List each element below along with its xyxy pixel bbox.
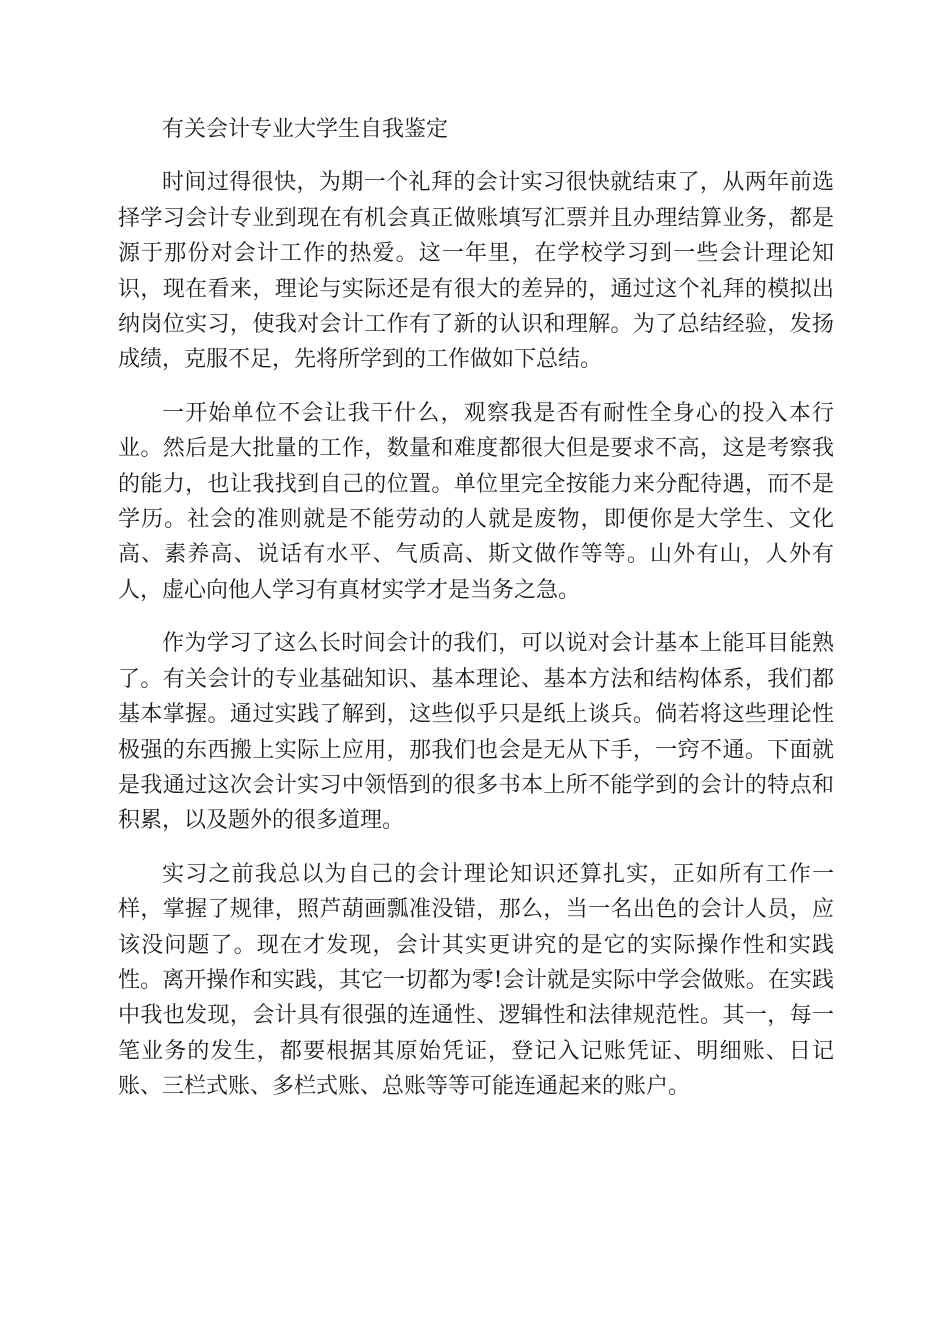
- document-body: [118, 112, 834, 1123]
- document-title: 有关会计专业大学生自我鉴定: [162, 117, 449, 142]
- paragraph-1: 时间过得很快，为期一个礼拜的会计实习很快就结束了，从两年前选择学习会计专业到现在有机会真正做账填写汇票并且办理结算业务，都是源于那份对会计工作的热爱。这一年里，在学校学习到一些会计理论知识，现在看来，理论与实际还是有很大的差异的，通过这个礼拜的模拟出纳岗位实习，使我对会计工作有了新的认识和理解。为了总结经验，发扬成绩，克服不足，先将所学到的工作做如下总结。: [118, 170, 834, 373]
- paragraph-4: 实习之前我总以为自己的会计理论知识还算扎实，正如所有工作一样，掌握了规律，照芦葫画瓢准没错，那么，当一名出色的会计人员，应该没问题了。现在才发现，会计其实更讲究的是它的实际操作性和实践性。离开操作和实践，其它一切都为零!会计就是实际中学会做账。在实践中我也发现，会计具有很强的连通性、逻辑性和法律规范性。其一，每一笔业务的发生，都要根据其原始凭证，登记入记账凭证、明细账、日记账、三栏式账、多栏式账、总账等等可能连通起来的账户。: [118, 861, 834, 1100]
- paragraph-2: 一开始单位不会让我干什么，观察我是否有耐性全身心的投入本行业。然后是大批量的工作，数量和难度都很大但是要求不高，这是考察我的能力，也让我找到自己的位置。单位里完全按能力来分配待遇，而不是学历。社会的准则就是不能劳动的人就是废物，即便你是大学生、文化高、素养高、说话有水平、气质高、斯文做作等等。山外有山，人外有人，虚心向他人学习有真材实学才是当务之急。: [118, 400, 834, 603]
- paragraph-3: 作为学习了这么长时间会计的我们，可以说对会计基本上能耳目能熟了。有关会计的专业基础知识、基本理论、基本方法和结构体系，我们都基本掌握。通过实践了解到，这些似乎只是纸上谈兵。倘若将这些理论性极强的东西搬上实际上应用，那我们也会是无从下手，一窍不通。下面就是我通过这次会计实习中领悟到的很多书本上所不能学到的会计的特点和积累，以及题外的很多道理。: [118, 631, 834, 834]
